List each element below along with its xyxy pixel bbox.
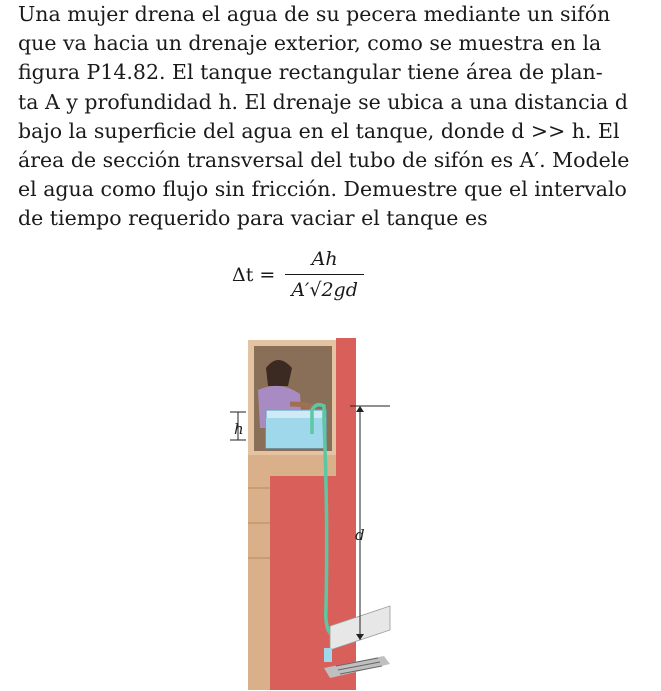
problem-line: área de sección transversal del tubo de sifón es A′. Modele [18, 148, 630, 173]
problem-line: que va hacia un drenaje exterior, como se muestra en la [18, 31, 602, 56]
formula-numerator: Ah [311, 248, 338, 270]
problem-line: de tiempo requerido para vaciar el tanque es [18, 206, 488, 231]
problem-line: bajo la superficie del agua en el tanque, donde d >> h. El [18, 118, 620, 143]
problem-text [18, 0, 644, 234]
problem-line: figura P14.82. El tanque rectangular tiene área de plan- [18, 60, 603, 85]
problem-line: el agua como flujo sin fricción. Demuestre que el intervalo [18, 177, 627, 202]
problem-line: Una mujer drena el agua de su pecera mediante un sifón [18, 2, 611, 26]
d-top-arrow [356, 406, 364, 412]
formula-denominator: A′√2gd [285, 274, 364, 301]
d-label: d [355, 526, 365, 544]
problem-line: ta A y profundidad h. El drenaje se ubica a una distancia d [18, 89, 628, 114]
siphon-figure [200, 338, 400, 690]
formula-lhs: Δt = [232, 263, 276, 286]
formula-fraction [285, 248, 364, 301]
h-label: h [234, 420, 244, 438]
time-formula [232, 248, 364, 301]
tank-water [266, 418, 326, 448]
drain-water [324, 648, 332, 662]
